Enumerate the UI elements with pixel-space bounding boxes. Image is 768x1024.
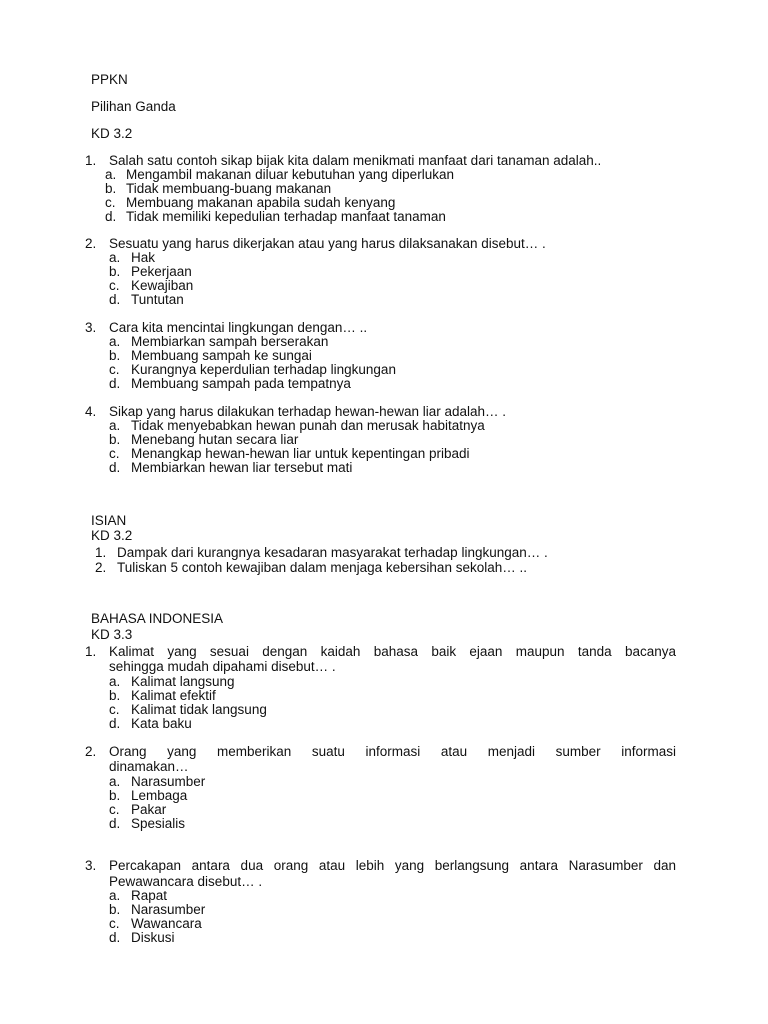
subject-heading: PPKN — [91, 72, 128, 87]
question-number: 2. — [85, 744, 97, 759]
question-text-cont: Pewawancara disebut… . — [109, 874, 263, 889]
option-letter: d. — [109, 376, 121, 391]
subject-heading: BAHASA INDONESIA — [91, 611, 224, 626]
option-letter: d. — [105, 209, 117, 224]
question-number: 4. — [85, 404, 97, 419]
option-letter: c. — [109, 702, 120, 717]
option-letter: c. — [109, 916, 120, 931]
kd-label: KD 3.2 — [91, 528, 133, 543]
option-letter: a. — [109, 774, 121, 789]
option-letter: a. — [105, 167, 117, 182]
option-letter: b. — [109, 432, 121, 447]
option-letter: b. — [109, 264, 121, 279]
option-letter: b. — [109, 902, 121, 917]
question-text: Salah satu contoh sikap bijak kita dalam menikmati manfaat dari tanaman adalah.. — [109, 153, 602, 168]
option-text: Rapat — [131, 888, 168, 903]
option-text: Diskusi — [131, 930, 175, 945]
option-text: Membuang makanan apabila sudah kenyang — [126, 195, 396, 210]
option-letter: c. — [105, 195, 116, 210]
question-number: 3. — [85, 320, 97, 335]
option-text: Membuang sampah ke sungai — [131, 348, 312, 363]
option-text: Kalimat tidak langsung — [131, 702, 267, 717]
question-text: Cara kita mencintai lingkungan dengan… .. — [109, 320, 368, 335]
question-text: Percakapan antara dua orang atau lebih yang berlangsung antara Narasumber dan — [109, 858, 676, 873]
option-text: Kata baku — [131, 716, 192, 731]
option-text: Wawancara — [131, 916, 202, 931]
option-letter: d. — [109, 930, 121, 945]
option-letter: b. — [109, 788, 121, 803]
question-text: Kalimat yang sesuai dengan kaidah bahasa baik ejaan maupun tanda bacanya — [109, 644, 676, 659]
kd-label: KD 3.3 — [91, 627, 133, 642]
option-text: Tidak memiliki kepedulian terhadap manfaat tanaman — [126, 209, 446, 224]
option-letter: a. — [109, 334, 121, 349]
question-text-cont: dinamakan… — [109, 759, 189, 774]
option-text: Narasumber — [131, 902, 206, 917]
option-letter: c. — [109, 446, 120, 461]
option-text: Mengambil makanan diluar kebutuhan yang diperlukan — [126, 167, 454, 182]
question-text: Orang yang memberikan suatu informasi atau menjadi sumber informasi — [109, 744, 676, 759]
option-text: Kalimat langsung — [131, 674, 235, 689]
option-text: Membiarkan sampah berserakan — [131, 334, 329, 349]
question-number: 2. — [85, 236, 97, 251]
option-text: Spesialis — [131, 816, 186, 831]
kd-label: KD 3.2 — [91, 126, 133, 141]
section-type: Pilihan Ganda — [91, 99, 176, 114]
question-text: Tuliskan 5 contoh kewajiban dalam menjaga kebersihan sekolah… .. — [117, 560, 527, 575]
option-letter: d. — [109, 292, 121, 307]
question-text: Dampak dari kurangnya kesadaran masyarakat terhadap lingkungan… . — [117, 545, 548, 560]
option-text: Tidak menyebabkan hewan punah dan merusak habitatnya — [131, 418, 485, 433]
option-letter: b. — [109, 688, 121, 703]
option-text: Tidak membuang-buang makanan — [126, 181, 332, 196]
option-text: Membiarkan hewan liar tersebut mati — [131, 460, 353, 475]
option-text: Pekerjaan — [131, 264, 192, 279]
option-letter: a. — [109, 888, 121, 903]
question-number: 2. — [95, 560, 107, 575]
option-text: Narasumber — [131, 774, 206, 789]
question-text-cont: sehingga mudah dipahami disebut… . — [109, 659, 336, 674]
option-text: Menebang hutan secara liar — [131, 432, 299, 447]
option-letter: a. — [109, 418, 121, 433]
option-letter: c. — [109, 278, 120, 293]
option-letter: d. — [109, 460, 121, 475]
option-letter: d. — [109, 816, 121, 831]
option-letter: d. — [109, 716, 121, 731]
option-letter: a. — [109, 250, 121, 265]
question-text: Sikap yang harus dilakukan terhadap hewan-hewan liar adalah… . — [109, 404, 507, 419]
option-text: Lembaga — [131, 788, 188, 803]
option-text: Kewajiban — [131, 278, 194, 293]
option-letter: b. — [105, 181, 117, 196]
question-number: 1. — [95, 545, 107, 560]
section-heading: ISIAN — [91, 513, 127, 528]
option-letter: c. — [109, 362, 120, 377]
option-text: Kalimat efektif — [131, 688, 216, 703]
option-text: Tuntutan — [131, 292, 184, 307]
option-letter: b. — [109, 348, 121, 363]
question-text: Sesuatu yang harus dikerjakan atau yang harus dilaksanakan disebut… . — [109, 236, 546, 251]
option-text: Pakar — [131, 802, 167, 817]
question-number: 1. — [85, 644, 97, 659]
option-letter: a. — [109, 674, 121, 689]
option-text: Hak — [131, 250, 156, 265]
option-text: Menangkap hewan-hewan liar untuk kepentingan pribadi — [131, 446, 470, 461]
question-number: 1. — [85, 153, 97, 168]
question-number: 3. — [85, 858, 97, 873]
option-text: Membuang sampah pada tempatnya — [131, 376, 351, 391]
option-letter: c. — [109, 802, 120, 817]
option-text: Kurangnya keperdulian terhadap lingkungan — [131, 362, 396, 377]
